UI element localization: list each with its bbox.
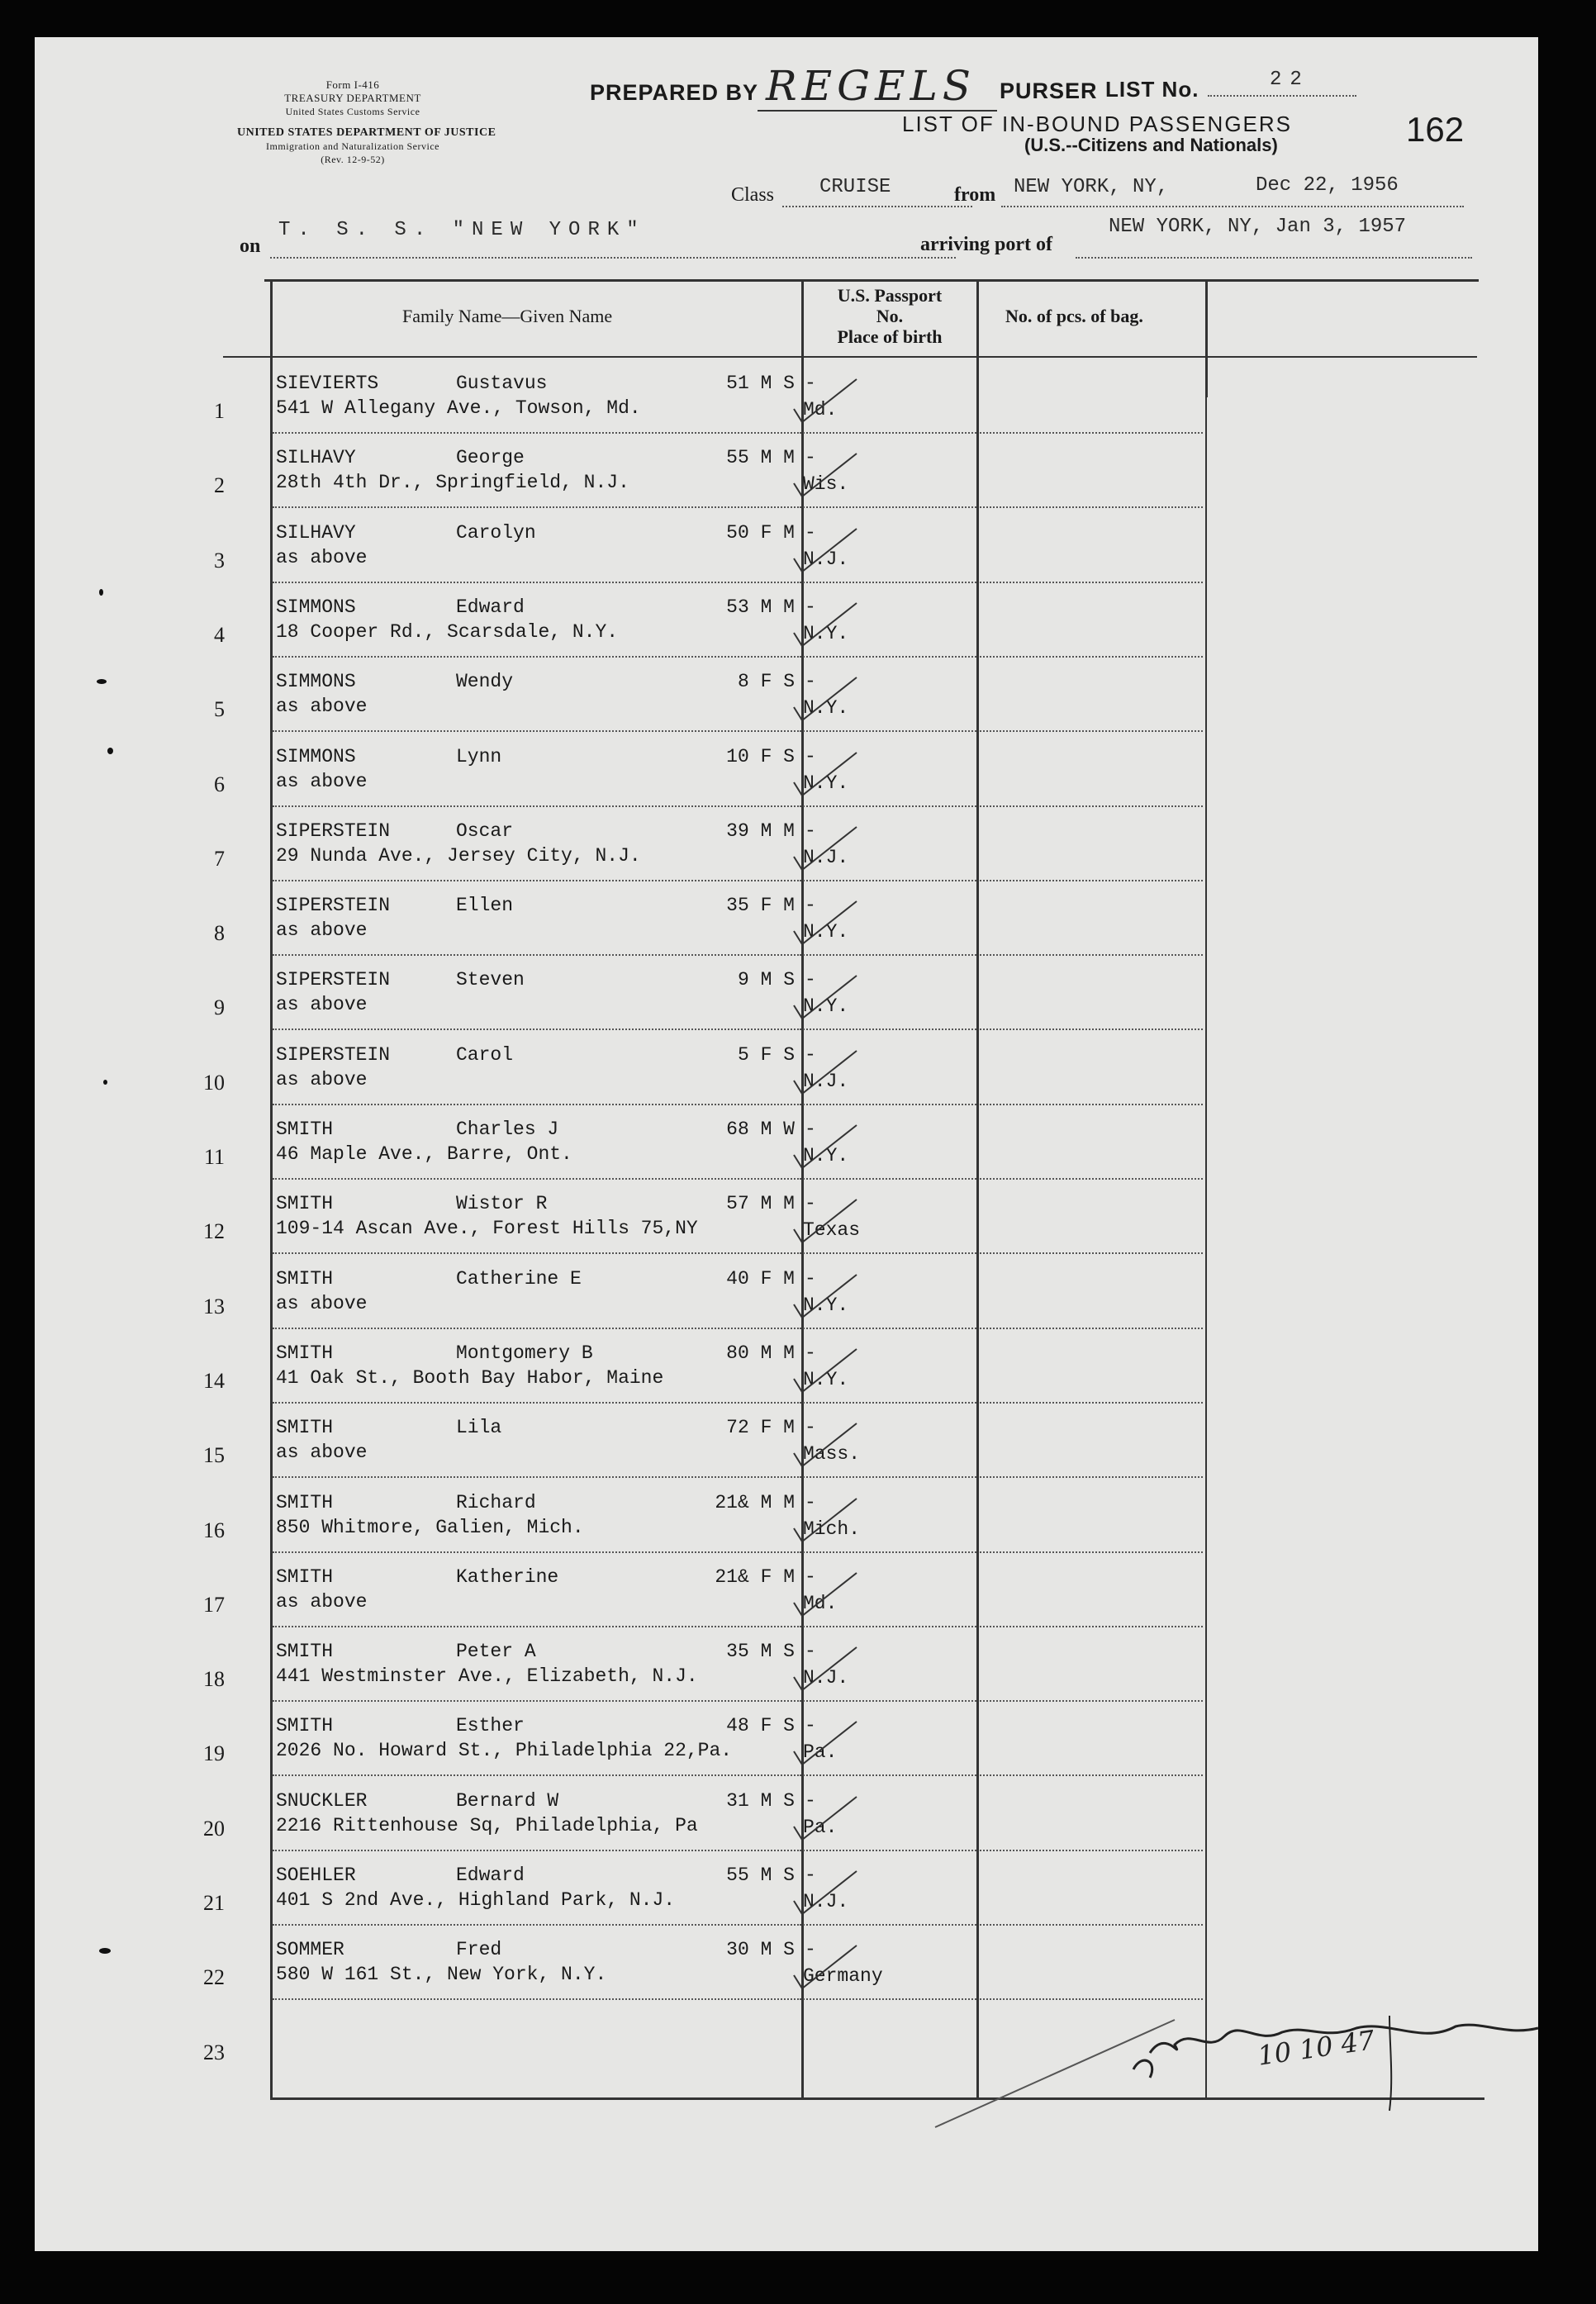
passport-number: - xyxy=(805,1865,816,1886)
official-signature xyxy=(927,1962,1571,2152)
age-sex-status: 21& M M xyxy=(715,1491,795,1513)
header-bottom-border xyxy=(223,356,1477,358)
class-value: CRUISE xyxy=(819,176,891,198)
row-number: 6 xyxy=(214,772,225,796)
address: 28th 4th Dr., Springfield, N.J. xyxy=(276,472,629,494)
address: 850 Whitmore, Galien, Mich. xyxy=(276,1516,584,1538)
from-value: NEW YORK, NY, xyxy=(1014,176,1169,198)
given-name: Catherine E xyxy=(456,1267,582,1290)
check-mark xyxy=(791,824,865,881)
passport-number: - xyxy=(805,1342,816,1364)
family-name: SILHAVY xyxy=(276,521,356,544)
family-name: SNUCKLER xyxy=(276,1789,368,1812)
given-name: Montgomery B xyxy=(456,1342,593,1364)
check-mark xyxy=(791,1047,865,1105)
row-number: 7 xyxy=(214,846,225,871)
table-row xyxy=(214,434,1456,508)
address: 41 Oak St., Booth Bay Habor, Maine xyxy=(276,1366,664,1389)
address: as above xyxy=(276,1442,368,1464)
place-of-birth: N.J. xyxy=(803,846,849,868)
place-of-birth: N.J. xyxy=(803,1891,849,1912)
table-row xyxy=(203,1627,1456,1702)
passport-number: - xyxy=(805,745,816,767)
passport-number: - xyxy=(805,1119,816,1140)
age-sex-status: 55 M M xyxy=(726,447,795,469)
row-number: 13 xyxy=(203,1294,225,1318)
address: 541 W Allegany Ave., Towson, Md. xyxy=(276,397,641,419)
treasury-label: TREASURY DEPARTMENT xyxy=(284,92,421,104)
age-sex-status: 30 M S xyxy=(726,1939,795,1961)
address: 18 Cooper Rd., Scarsdale, N.Y. xyxy=(276,620,619,643)
age-sex-status: 50 F M xyxy=(726,521,795,544)
place-of-birth: Md. xyxy=(803,399,838,420)
signature-date: 10 10 47 xyxy=(1256,2024,1377,2072)
justice-label: UNITED STATES DEPARTMENT OF JUSTICE xyxy=(237,126,496,139)
address: as above xyxy=(276,770,368,792)
family-name: SIPERSTEIN xyxy=(276,819,391,842)
address: as above xyxy=(276,1590,368,1613)
check-mark xyxy=(791,1122,865,1180)
passport-number: - xyxy=(805,521,816,544)
address: 46 Maple Ave., Barre, Ont. xyxy=(276,1143,572,1165)
age-sex-status: 48 F S xyxy=(726,1715,795,1737)
table-row xyxy=(214,658,1456,732)
family-name: SOMMER xyxy=(276,1939,344,1961)
row-number: 3 xyxy=(214,548,225,572)
age-sex-status: 68 M W xyxy=(726,1119,795,1140)
row-number: 11 xyxy=(203,1145,225,1169)
row-number: 14 xyxy=(203,1368,225,1393)
margin-mark xyxy=(107,748,113,754)
table-row xyxy=(203,1404,1456,1478)
table-row xyxy=(203,1479,1456,1553)
given-name: Lila xyxy=(456,1417,502,1439)
given-name: Edward xyxy=(456,1865,525,1886)
on-label: on xyxy=(240,235,261,257)
family-name: SOEHLER xyxy=(276,1865,356,1886)
place-of-birth: N.Y. xyxy=(803,921,849,943)
table-row xyxy=(214,583,1456,658)
row-number: 21 xyxy=(203,1891,225,1915)
family-name: SMITH xyxy=(276,1715,334,1737)
row-number: 12 xyxy=(203,1219,225,1244)
check-mark xyxy=(791,1644,865,1702)
age-sex-status: 9 M S xyxy=(737,969,795,991)
prepared-by-label: PREPARED BY xyxy=(590,80,759,105)
passport-number: - xyxy=(805,1043,816,1066)
place-of-birth: N.Y. xyxy=(803,697,849,720)
check-mark xyxy=(791,674,865,732)
given-name: Ellen xyxy=(456,895,514,917)
passport-number: - xyxy=(805,1565,816,1588)
place-of-birth: N.J. xyxy=(803,1070,849,1092)
row-number: 9 xyxy=(214,995,225,1020)
given-name: Carol xyxy=(456,1043,514,1066)
customs-label: United States Customs Service xyxy=(285,106,420,117)
table-top-border xyxy=(264,279,1479,282)
check-mark xyxy=(791,1196,865,1254)
check-mark xyxy=(791,1718,865,1776)
check-mark xyxy=(791,898,865,956)
place-of-birth: N.J. xyxy=(803,1667,849,1689)
table-row xyxy=(203,1777,1456,1851)
address: as above xyxy=(276,1068,368,1090)
from-dots xyxy=(1001,206,1464,207)
passport-number: - xyxy=(805,596,816,618)
row-number: 1 xyxy=(214,399,225,423)
family-name: SIMMONS xyxy=(276,745,356,767)
age-sex-status: 21& F M xyxy=(715,1565,795,1588)
address: 2216 Rittenhouse Sq, Philadelphia, Pa xyxy=(276,1814,698,1836)
passport-number: - xyxy=(805,1491,816,1513)
age-sex-status: 8 F S xyxy=(737,671,795,693)
col-header-passport-line2: No. xyxy=(876,306,904,326)
given-name: Esther xyxy=(456,1715,525,1737)
row-number: 18 xyxy=(203,1667,225,1692)
margin-mark xyxy=(103,1080,107,1085)
given-name: Fred xyxy=(456,1939,502,1961)
address: as above xyxy=(276,696,368,718)
table-row xyxy=(214,733,1456,807)
row-number: 19 xyxy=(203,1741,225,1766)
family-name: SIPERSTEIN xyxy=(276,969,391,991)
check-mark xyxy=(791,525,865,583)
list-no-value: 22 xyxy=(1270,69,1310,91)
departure-date: Dec 22, 1956 xyxy=(1256,174,1399,197)
page-number: 162 xyxy=(1406,110,1465,149)
age-sex-status: 39 M M xyxy=(726,819,795,842)
given-name: Richard xyxy=(456,1491,536,1513)
prepared-by-value: REGELS xyxy=(766,62,976,110)
given-name: Katherine xyxy=(456,1565,559,1588)
passport-number: - xyxy=(805,671,816,693)
check-mark xyxy=(791,1420,865,1478)
address: as above xyxy=(276,919,368,942)
check-mark xyxy=(791,1346,865,1404)
age-sex-status: 5 F S xyxy=(737,1043,795,1066)
margin-mark xyxy=(99,589,103,596)
given-name: Edward xyxy=(456,596,525,618)
address: 401 S 2nd Ave., Highland Park, N.J. xyxy=(276,1889,676,1911)
family-name: SMITH xyxy=(276,1641,334,1663)
place-of-birth: N.Y. xyxy=(803,995,849,1018)
given-name: George xyxy=(456,447,525,469)
row-number: 16 xyxy=(203,1518,225,1542)
margin-mark xyxy=(99,1948,111,1954)
place-of-birth: N.Y. xyxy=(803,622,849,644)
age-sex-status: 35 M S xyxy=(726,1641,795,1663)
table-row xyxy=(203,1031,1456,1105)
given-name: Oscar xyxy=(456,819,514,842)
passport-number: - xyxy=(805,447,816,469)
row-number: 8 xyxy=(214,921,225,946)
place-of-birth: Wis. xyxy=(803,473,849,496)
given-name: Steven xyxy=(456,969,525,991)
family-name: SIPERSTEIN xyxy=(276,1043,391,1066)
justice-block xyxy=(237,126,496,166)
col-header-passport-line3: Place of birth xyxy=(837,326,943,347)
family-name: SMITH xyxy=(276,1193,334,1215)
place-of-birth: Mass. xyxy=(803,1443,861,1466)
margin-mark xyxy=(97,679,107,684)
passport-number: - xyxy=(805,1939,816,1961)
address: 2026 No. Howard St., Philadelphia 22,Pa. xyxy=(276,1740,733,1762)
check-mark xyxy=(791,1942,865,2000)
check-mark xyxy=(791,450,865,508)
check-mark xyxy=(791,376,865,434)
place-of-birth: N.Y. xyxy=(803,772,849,794)
row-number: 15 xyxy=(203,1443,225,1468)
table-row xyxy=(203,1255,1456,1329)
address: as above xyxy=(276,546,368,568)
col-border-right-lower xyxy=(1205,356,1207,2097)
check-mark xyxy=(791,972,865,1030)
table-row xyxy=(203,1329,1456,1404)
purser-label: PURSER xyxy=(1000,78,1098,103)
age-sex-status: 31 M S xyxy=(726,1789,795,1812)
col-header-name: Family Name—Given Name xyxy=(402,306,613,326)
arriving-port-value: NEW YORK, NY, Jan 3, 1957 xyxy=(1109,216,1407,238)
table-row xyxy=(214,956,1456,1030)
age-sex-status: 51 M S xyxy=(726,373,795,394)
address: as above xyxy=(276,994,368,1016)
table-row xyxy=(214,359,1456,434)
list-no-label: LIST No. xyxy=(1105,77,1199,102)
family-name: SMITH xyxy=(276,1417,334,1439)
family-name: SIMMONS xyxy=(276,596,356,618)
passport-number: - xyxy=(805,1267,816,1290)
age-sex-status: 57 M M xyxy=(726,1193,795,1215)
row-number: 23 xyxy=(203,2040,225,2064)
row-number: 2 xyxy=(214,473,225,498)
age-sex-status: 53 M M xyxy=(726,596,795,618)
row-number: 10 xyxy=(203,1070,225,1095)
passport-number: - xyxy=(805,969,816,991)
table-row xyxy=(203,1105,1456,1180)
col-header-passport xyxy=(803,285,976,347)
family-name: SMITH xyxy=(276,1491,334,1513)
class-dots xyxy=(782,206,972,207)
given-name: Peter A xyxy=(456,1641,536,1663)
given-name: Lynn xyxy=(456,745,502,767)
age-sex-status: 40 F M xyxy=(726,1267,795,1290)
check-mark xyxy=(791,1793,865,1851)
class-label: Class xyxy=(731,184,775,206)
passport-number: - xyxy=(805,895,816,917)
given-name: Bernard W xyxy=(456,1789,559,1812)
passport-number: - xyxy=(805,1789,816,1812)
row-number: 4 xyxy=(214,622,225,647)
arriving-dots xyxy=(1076,257,1472,259)
passport-number: - xyxy=(805,373,816,394)
family-name: SMITH xyxy=(276,1342,334,1364)
check-mark xyxy=(791,600,865,658)
passport-number: - xyxy=(805,1193,816,1215)
table-row xyxy=(214,509,1456,583)
table-row xyxy=(214,807,1456,881)
place-of-birth: Pa. xyxy=(803,1741,838,1764)
from-label: from xyxy=(954,184,996,206)
place-of-birth: N.Y. xyxy=(803,1145,849,1166)
age-sex-status: 80 M M xyxy=(726,1342,795,1364)
table-row xyxy=(203,1180,1456,1254)
place-of-birth: N.Y. xyxy=(803,1294,849,1316)
age-sex-status: 72 F M xyxy=(726,1417,795,1439)
row-number: 17 xyxy=(203,1592,225,1617)
family-name: SMITH xyxy=(276,1267,334,1290)
given-name: Wistor R xyxy=(456,1193,548,1215)
family-name: SIMMONS xyxy=(276,671,356,693)
ship-dots xyxy=(270,257,956,259)
passport-number: - xyxy=(805,1641,816,1663)
ship-name: T. S. S. "NEW YORK" xyxy=(278,219,646,241)
place-of-birth: N.J. xyxy=(803,548,849,570)
place-of-birth: N.Y. xyxy=(803,1368,849,1390)
table-row xyxy=(203,1702,1456,1776)
table-row xyxy=(203,1851,1456,1926)
row-number: 20 xyxy=(203,1816,225,1841)
arriving-port-label: arriving port of xyxy=(920,234,1052,255)
place-of-birth: Mich. xyxy=(803,1518,861,1540)
row-number: 22 xyxy=(203,1965,225,1990)
row-number: 5 xyxy=(214,697,225,722)
family-name: SMITH xyxy=(276,1119,334,1140)
given-name: Gustavus xyxy=(456,373,548,394)
col-header-passport-line1: U.S. Passport xyxy=(837,285,943,306)
age-sex-status: 10 F S xyxy=(726,745,795,767)
check-mark xyxy=(791,1495,865,1553)
address: as above xyxy=(276,1292,368,1314)
family-name: SMITH xyxy=(276,1565,334,1588)
place-of-birth: Pa. xyxy=(803,1816,838,1838)
table-row xyxy=(203,1553,1456,1627)
address: 580 W 161 St., New York, N.Y. xyxy=(276,1964,607,1986)
check-mark xyxy=(791,1868,865,1926)
place-of-birth: Texas xyxy=(803,1219,861,1242)
ins-label: Immigration and Naturalization Service xyxy=(266,140,439,152)
family-name: SIPERSTEIN xyxy=(276,895,391,917)
passport-number: - xyxy=(805,1417,816,1439)
col-header-bags: No. of pcs. of bag. xyxy=(1005,306,1143,326)
passport-number: - xyxy=(805,819,816,842)
form-number: Form I-416 xyxy=(325,78,380,91)
rev-label: (Rev. 12-9-52) xyxy=(321,154,385,165)
age-sex-status: 55 M S xyxy=(726,1865,795,1886)
family-name: SIEVIERTS xyxy=(276,373,379,394)
age-sex-status: 35 F M xyxy=(726,895,795,917)
place-of-birth: Germany xyxy=(803,1965,883,1988)
family-name: SILHAVY xyxy=(276,447,356,469)
given-name: Carolyn xyxy=(456,521,536,544)
check-mark xyxy=(791,1271,865,1329)
address: 29 Nunda Ave., Jersey City, N.J. xyxy=(276,844,641,867)
given-name: Charles J xyxy=(456,1119,559,1140)
passport-number: - xyxy=(805,1715,816,1737)
check-mark xyxy=(791,749,865,807)
address: 441 Westminster Ave., Elizabeth, N.J. xyxy=(276,1665,698,1688)
address: 109-14 Ascan Ave., Forest Hills 75,NY xyxy=(276,1218,698,1240)
place-of-birth: Md. xyxy=(803,1592,838,1614)
list-subtitle: (U.S.--Citizens and Nationals) xyxy=(1024,135,1278,155)
document-sheet xyxy=(35,37,1538,2251)
list-no-dots xyxy=(1208,95,1356,97)
check-mark xyxy=(791,1570,865,1627)
table-row xyxy=(214,881,1456,956)
form-block xyxy=(241,78,464,118)
list-title: LIST OF IN-BOUND PASSENGERS xyxy=(902,112,1293,136)
given-name: Wendy xyxy=(456,671,514,693)
